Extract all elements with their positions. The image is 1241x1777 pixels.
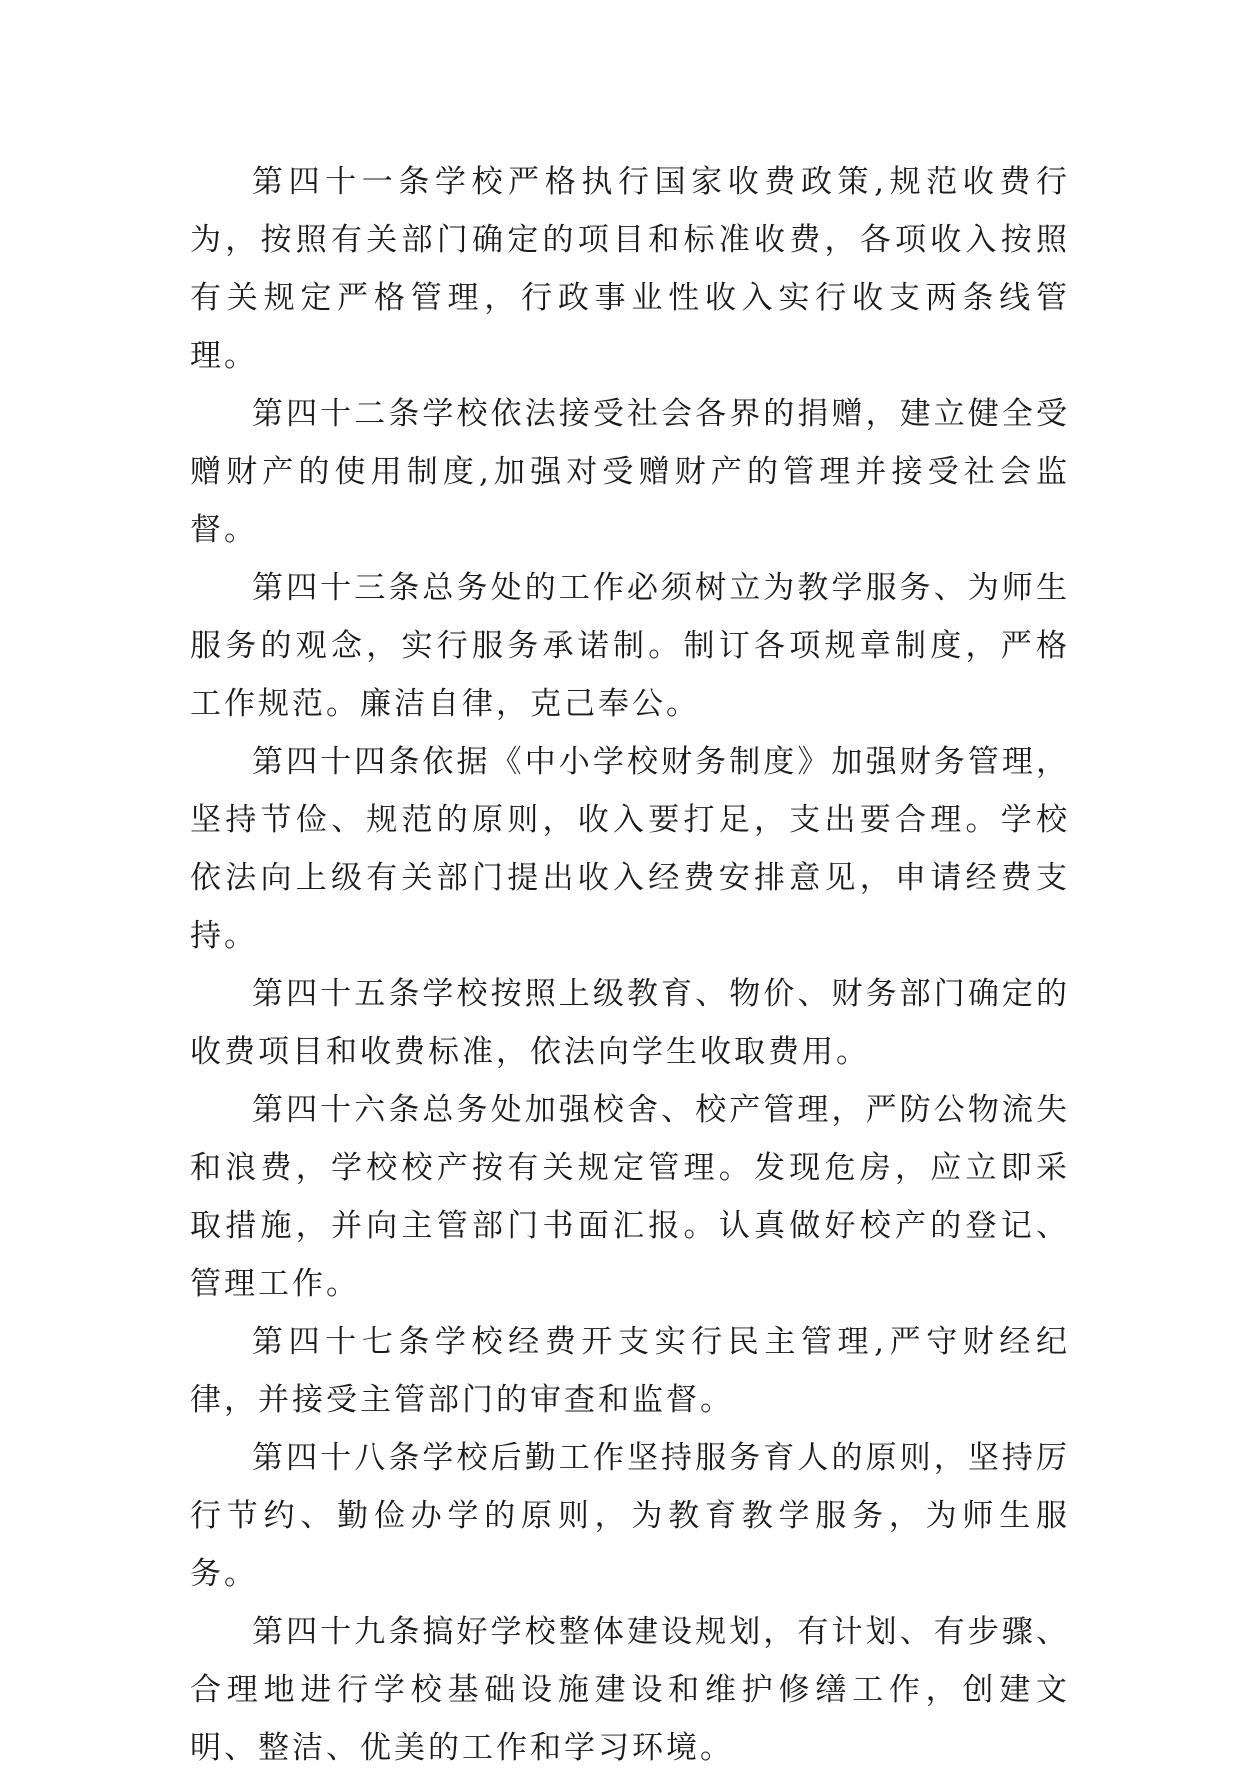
article-43: 第四十三条总务处的工作必须树立为教学服务、为师生服务的观念，实行服务承诺制。制订各项规章制度，严格工作规范。廉洁自律，克己奉公。 <box>190 570 1070 722</box>
article-44: 第四十四条依据《中小学校财务制度》加强财务管理，坚持节俭、规范的原则，收入要打足，支出要合理。学校依法向上级有关部门提出收入经费安排意见，申请经费支持。 <box>190 744 1070 954</box>
document-body <box>190 153 1070 1777</box>
article-45: 第四十五条学校按照上级教育、物价、财务部门确定的收费项目和收费标准，依法向学生收取费用。 <box>190 976 1070 1070</box>
article-49: 第四十九条搞好学校整体建设规划，有计划、有步骤、合理地进行学校基础设施建设和维护修缮工作，创建文明、整洁、优美的工作和学习环境。 <box>190 1614 1070 1766</box>
article-41: 第四十一条学校严格执行国家收费政策,规范收费行为，按照有关部门确定的项目和标准收费，各项收入按照有关规定严格管理，行政事业性收入实行收支两条线管理。 <box>190 164 1070 374</box>
article-46: 第四十六条总务处加强校舍、校产管理，严防公物流失和浪费，学校校产按有关规定管理。发现危房，应立即采取措施，并向主管部门书面汇报。认真做好校产的登记、管理工作。 <box>190 1092 1070 1302</box>
article-48: 第四十八条学校后勤工作坚持服务育人的原则，坚持厉行节约、勤俭办学的原则，为教育教学服务，为师生服务。 <box>190 1440 1070 1592</box>
article-42: 第四十二条学校依法接受社会各界的捐赠，建立健全受赠财产的使用制度,加强对受赠财产的管理并接受社会监督。 <box>190 396 1070 548</box>
article-47: 第四十七条学校经费开支实行民主管理,严守财经纪律，并接受主管部门的审查和监督。 <box>190 1324 1070 1418</box>
